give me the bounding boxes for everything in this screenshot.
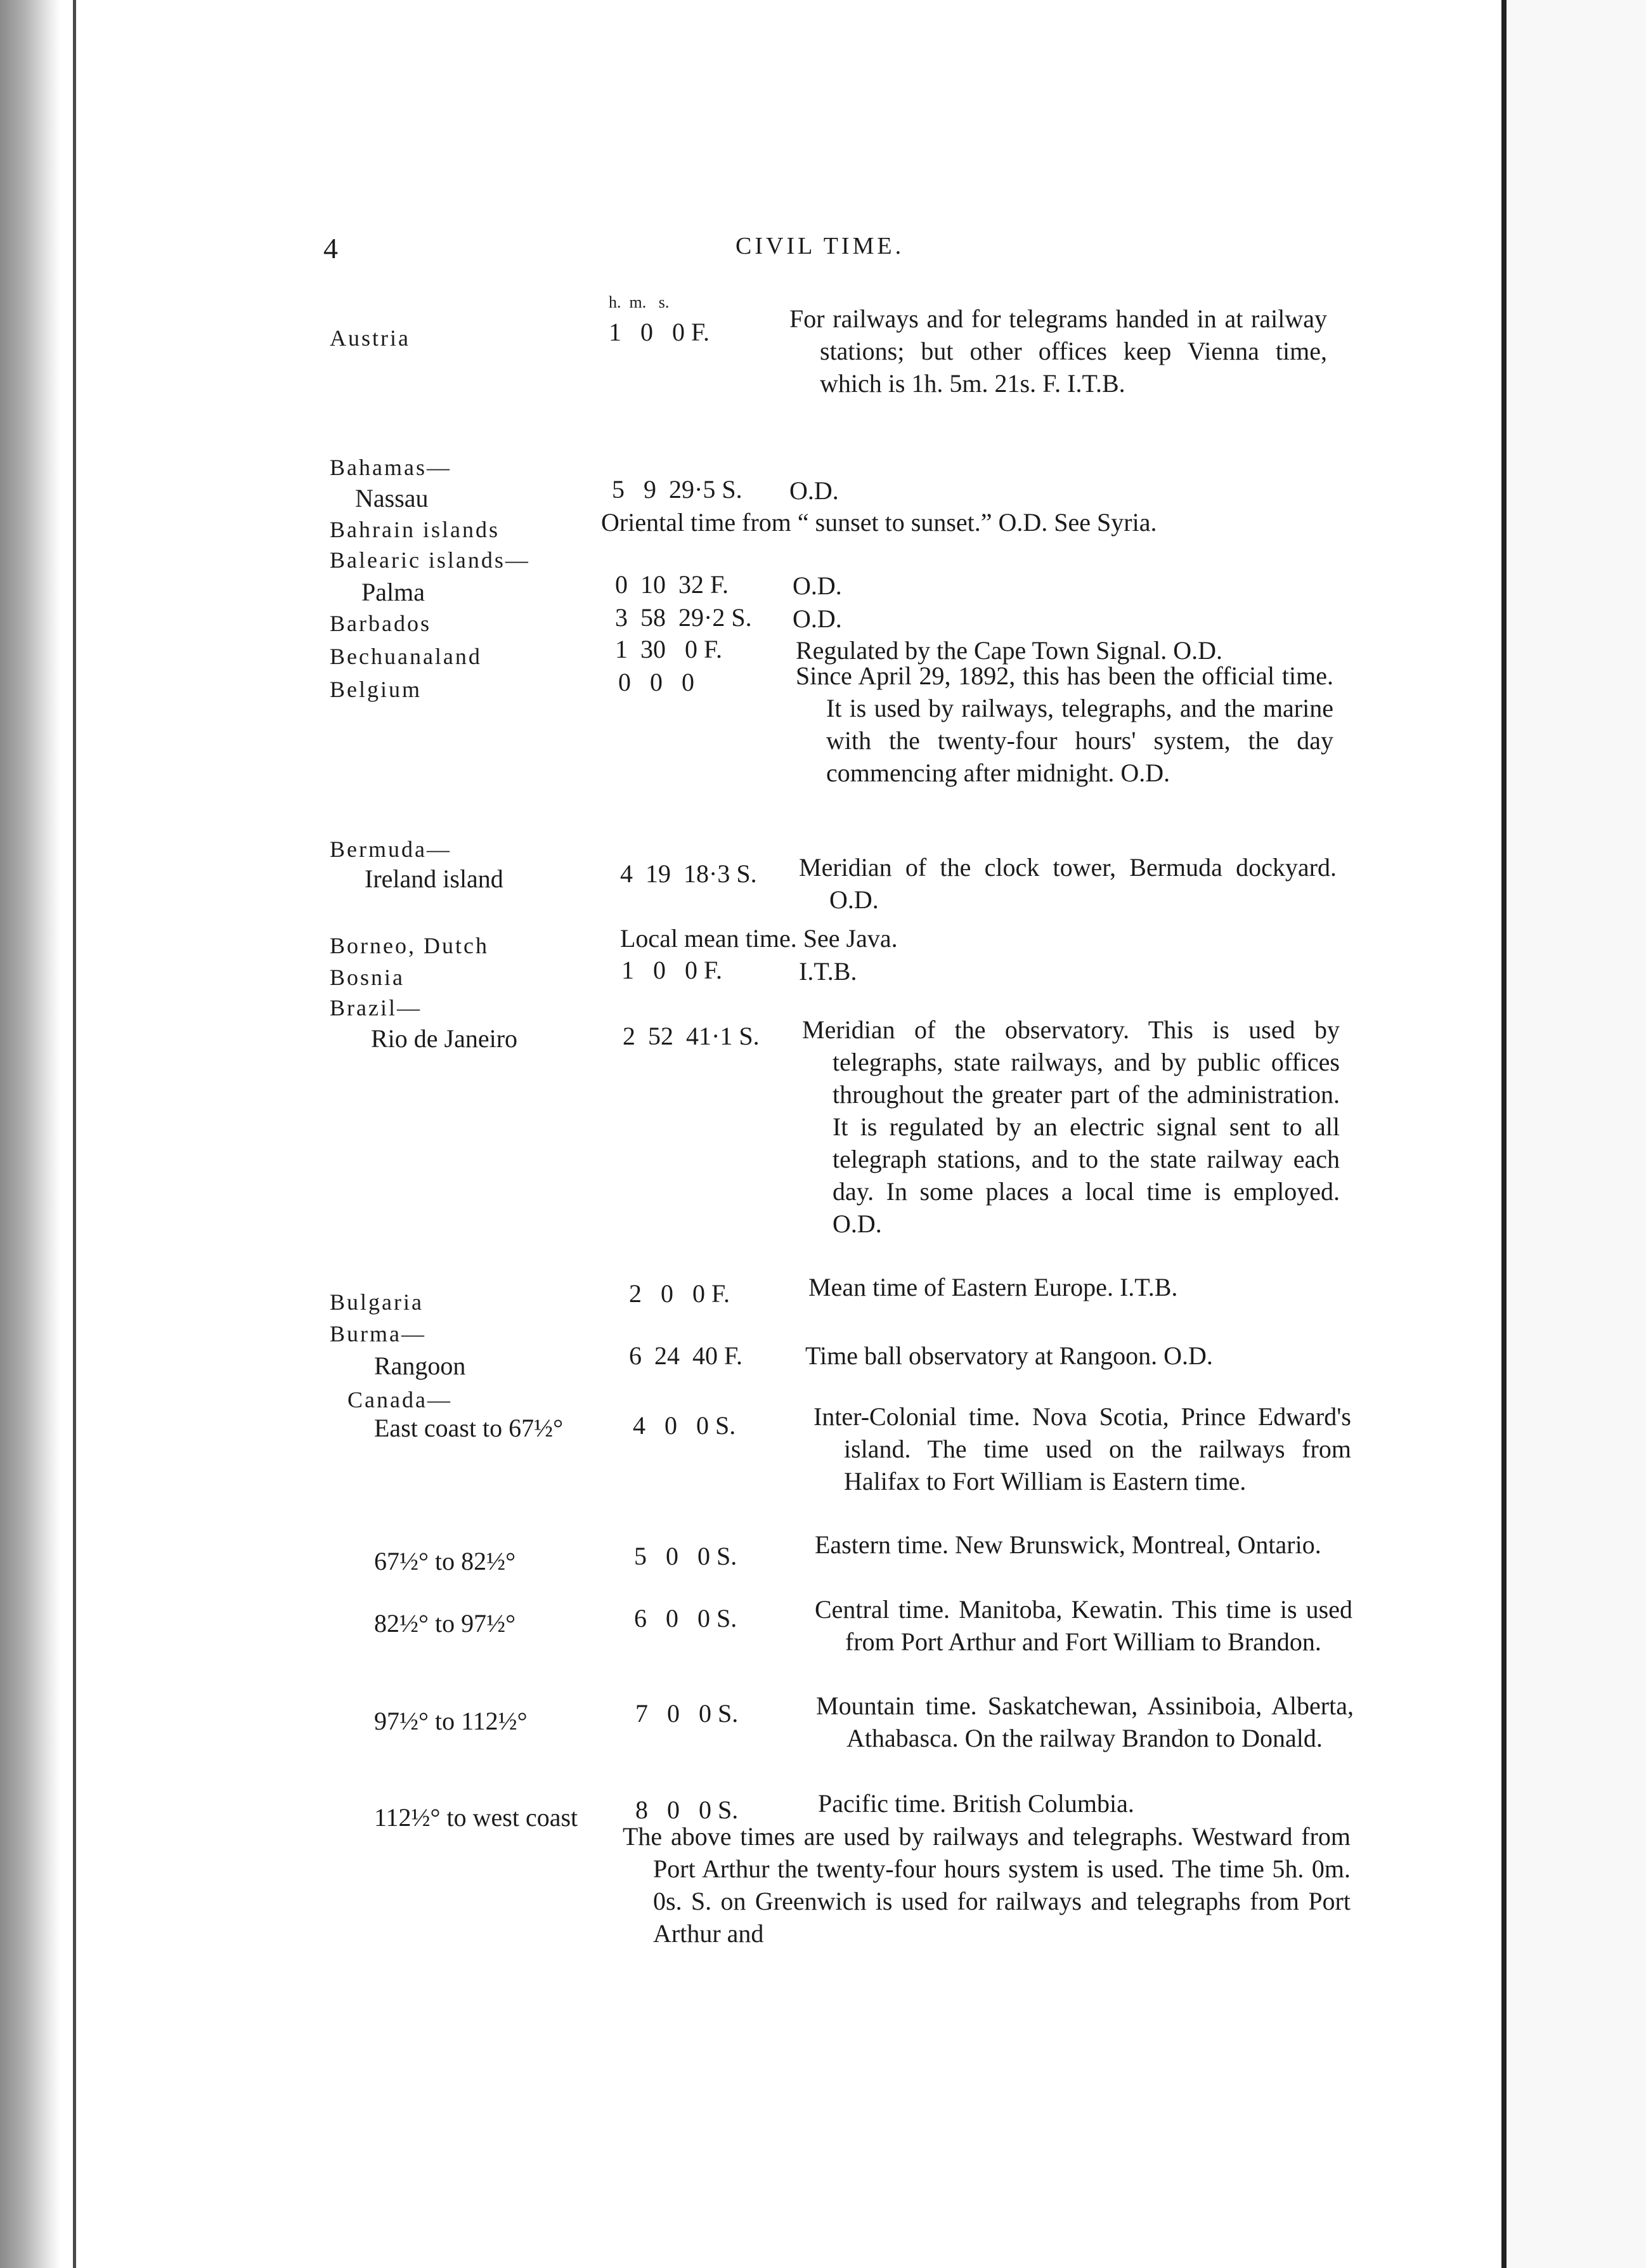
time-offset: 8 0 0 S.	[635, 1796, 739, 1824]
entry-note: Pacific time. British Columbia.	[818, 1789, 1134, 1818]
entry-note: Meridian of the clock tower, Bermuda dockyard. O.D.	[799, 853, 1337, 914]
hms-column-header: h. m. s.	[609, 293, 670, 311]
country-name: Bahamas—	[330, 455, 451, 480]
country-name: Brazil—	[330, 995, 422, 1020]
entry-note: O.D.	[789, 476, 839, 505]
time-offset: 4 19 18·3 S.	[620, 859, 757, 888]
time-offset: 5 0 0 S.	[634, 1542, 737, 1570]
country-name: Burma—	[330, 1321, 426, 1346]
entry-note: I.T.B.	[799, 957, 857, 986]
time-offset: 4 0 0 S.	[633, 1411, 736, 1440]
place-name: 82½° to 97½°	[374, 1609, 516, 1638]
country-name: Bulgaria	[330, 1289, 424, 1315]
time-offset: 2 52 41·1 S.	[623, 1022, 760, 1050]
country-name: Bechuanaland	[330, 644, 482, 669]
time-offset: 6 0 0 S.	[634, 1604, 737, 1633]
time-offset: 6 24 40 F.	[629, 1341, 743, 1370]
entry-note: Inter-Colonial time. Nova Scotia, Prince Edward's island. The time used on the railways from Halifax to Fort William is Eastern time.	[813, 1402, 1351, 1496]
country-name: Borneo, Dutch	[330, 933, 489, 958]
entry-note: Since April 29, 1892, this has been the official time. It is used by railways, telegraphs, and the marine with the twenty-four hours' system, the day commencing after midnight. O.D.	[796, 662, 1333, 787]
place-name: Rio de Janeiro	[371, 1024, 518, 1053]
time-offset: 1 30 0 F.	[615, 635, 723, 663]
place-name: Palma	[361, 578, 425, 606]
place-name: East coast to 67½°	[374, 1414, 564, 1442]
page-number: 4	[323, 232, 338, 264]
entry-note: Central time. Manitoba, Kewatin. This time is used from Port Arthur and Fort William to Brandon.	[815, 1595, 1352, 1656]
time-offset: 0 10 32 F.	[615, 570, 729, 599]
time-offset: 1 0 0 F.	[609, 318, 710, 346]
country-name: Balearic islands—	[330, 547, 530, 573]
country-name: Bosnia	[330, 965, 405, 990]
time-offset: 0 0 0	[618, 668, 694, 696]
running-head: CIVIL TIME.	[736, 233, 905, 259]
time-offset: 3 58 29·2 S.	[615, 603, 752, 632]
time-offset: 7 0 0 S.	[635, 1699, 739, 1728]
entry-note: Local mean time. See Java.	[620, 924, 898, 953]
entry-note: For railways and for telegrams handed in at railway stations; but other offices keep Vienna time, which is 1h. 5m. 21s. F. I.T.B.	[789, 304, 1327, 398]
entry-note: O.D.	[793, 604, 842, 633]
country-name: Austria	[330, 325, 410, 351]
entry-note: Regulated by the Cape Town Signal. O.D.	[796, 636, 1223, 665]
place-name: 67½° to 82½°	[374, 1547, 516, 1575]
country-name: Bahrain islands	[330, 517, 500, 542]
place-name: Ireland island	[365, 864, 503, 893]
place-name: 112½° to west coast	[374, 1803, 578, 1832]
country-name: Belgium	[330, 677, 422, 702]
place-name: Rangoon	[374, 1352, 466, 1380]
closing-paragraph: The above times are used by railways and telegraphs. Westward from Port Arthur the twenty-four hours system is used. The time 5h. 0m. 0s. S. on Greenwich is used for railways and telegraphs from Port Arthur and	[623, 1822, 1351, 1948]
place-name: 97½° to 112½°	[374, 1707, 528, 1735]
entry-note: Oriental time from “ sunset to sunset.” O.D. See Syria.	[601, 508, 1157, 537]
entry-note: Time ball observatory at Rangoon. O.D.	[805, 1341, 1213, 1370]
country-name: Barbados	[330, 611, 431, 636]
entry-note: Mountain time. Saskatchewan, Assiniboia, Alberta, Athabasca. On the railway Brandon to Donald.	[816, 1691, 1354, 1752]
place-name: Nassau	[355, 484, 429, 512]
time-offset: 5 9 29·5 S.	[612, 475, 742, 504]
entry-note: O.D.	[793, 571, 842, 600]
time-offset: 2 0 0 F.	[629, 1279, 730, 1308]
entry-note: Mean time of Eastern Europe. I.T.B.	[808, 1273, 1178, 1301]
country-name: Canada—	[347, 1387, 452, 1412]
country-name: Bermuda—	[330, 837, 451, 862]
entry-note: Eastern time. New Brunswick, Montreal, Ontario.	[815, 1530, 1321, 1559]
time-offset: 1 0 0 F.	[621, 956, 723, 984]
entry-note: Meridian of the observatory. This is used by telegraphs, state railways, and by public offices throughout the greater part of the administration. It is regulated by an electric signal sent to all telegraph stations, and to the state railway each day. In some places a local time is employed. O.D.	[802, 1015, 1340, 1238]
